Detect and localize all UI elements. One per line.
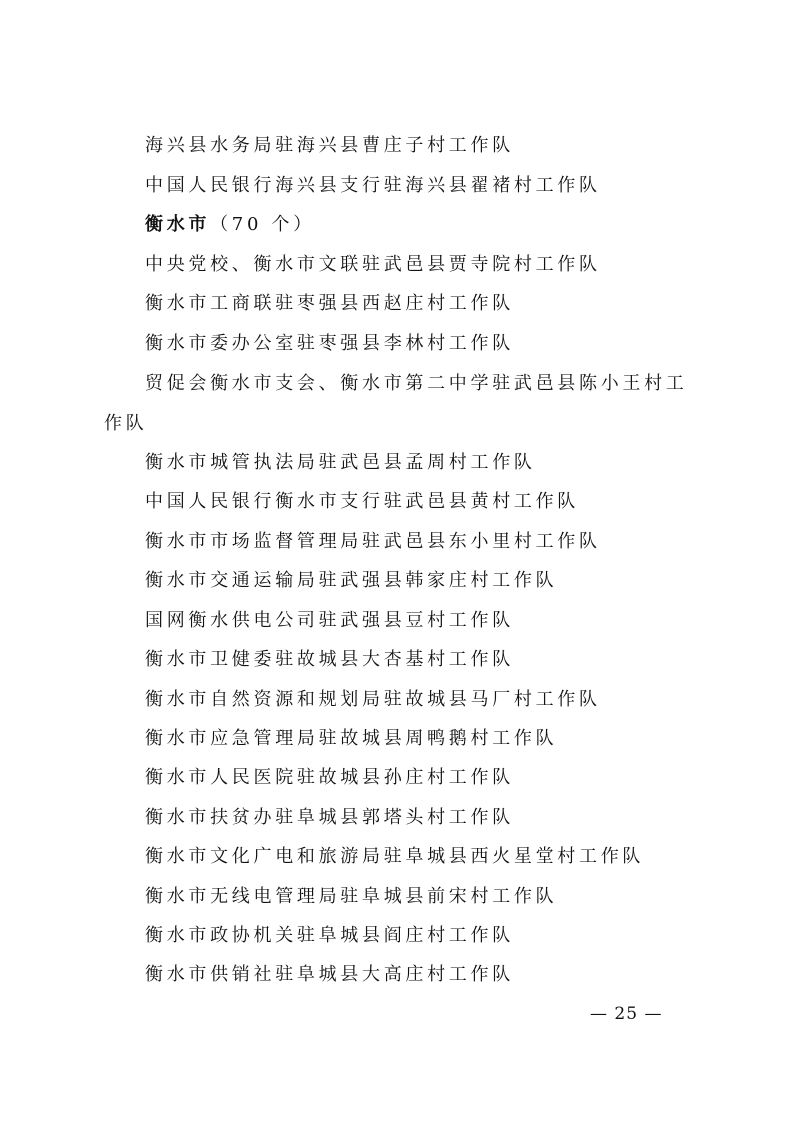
list-item: 衡水市市场监督管理局驻武邑县东小里村工作队 xyxy=(145,531,601,552)
text-line: 海兴县水务局驻海兴县曹庄子村工作队 xyxy=(145,135,514,156)
list-item: 衡水市城管执法局驻武邑县孟周村工作队 xyxy=(145,452,536,473)
text-line: 中国人民银行海兴县支行驻海兴县翟褚村工作队 xyxy=(145,175,601,196)
list-item: 衡水市自然资源和规划局驻故城县马厂村工作队 xyxy=(145,689,601,710)
section-title: 衡水市 xyxy=(145,214,211,235)
list-item: 中国人民银行衡水市支行驻武邑县黄村工作队 xyxy=(145,491,579,512)
list-item: 衡水市委办公室驻枣强县李林村工作队 xyxy=(145,333,514,354)
list-item: 国网衡水供电公司驻武强县豆村工作队 xyxy=(145,610,514,631)
list-item: 衡水市扶贫办驻阜城县郭塔头村工作队 xyxy=(145,807,514,828)
list-item: 衡水市应急管理局驻故城县周鸭鹅村工作队 xyxy=(145,728,558,749)
list-item: 衡水市供销社驻阜城县大高庄村工作队 xyxy=(145,964,514,985)
list-item: 衡水市卫健委驻故城县大杏基村工作队 xyxy=(145,649,514,670)
list-item: 衡水市工商联驻枣强县西赵庄村工作队 xyxy=(145,293,514,314)
list-item: 衡水市政协机关驻阜城县阎庄村工作队 xyxy=(145,925,514,946)
section-heading xyxy=(145,213,745,237)
page-number: — 25 — xyxy=(590,1004,663,1024)
list-item: 贸促会衡水市支会、衡水市第二中学驻武邑县陈小王村工 xyxy=(145,373,688,394)
list-item: 中央党校、衡水市文联驻武邑县贾寺院村工作队 xyxy=(145,254,601,275)
list-item-continuation: 作队 xyxy=(104,413,148,434)
section-count: （70 个） xyxy=(210,214,315,235)
list-item: 衡水市交通运输局驻武强县韩家庄村工作队 xyxy=(145,570,558,591)
list-item: 衡水市人民医院驻故城县孙庄村工作队 xyxy=(145,767,514,788)
list-item: 衡水市文化广电和旅游局驻阜城县西火星堂村工作队 xyxy=(145,846,645,867)
list-item: 衡水市无线电管理局驻阜城县前宋村工作队 xyxy=(145,886,558,907)
